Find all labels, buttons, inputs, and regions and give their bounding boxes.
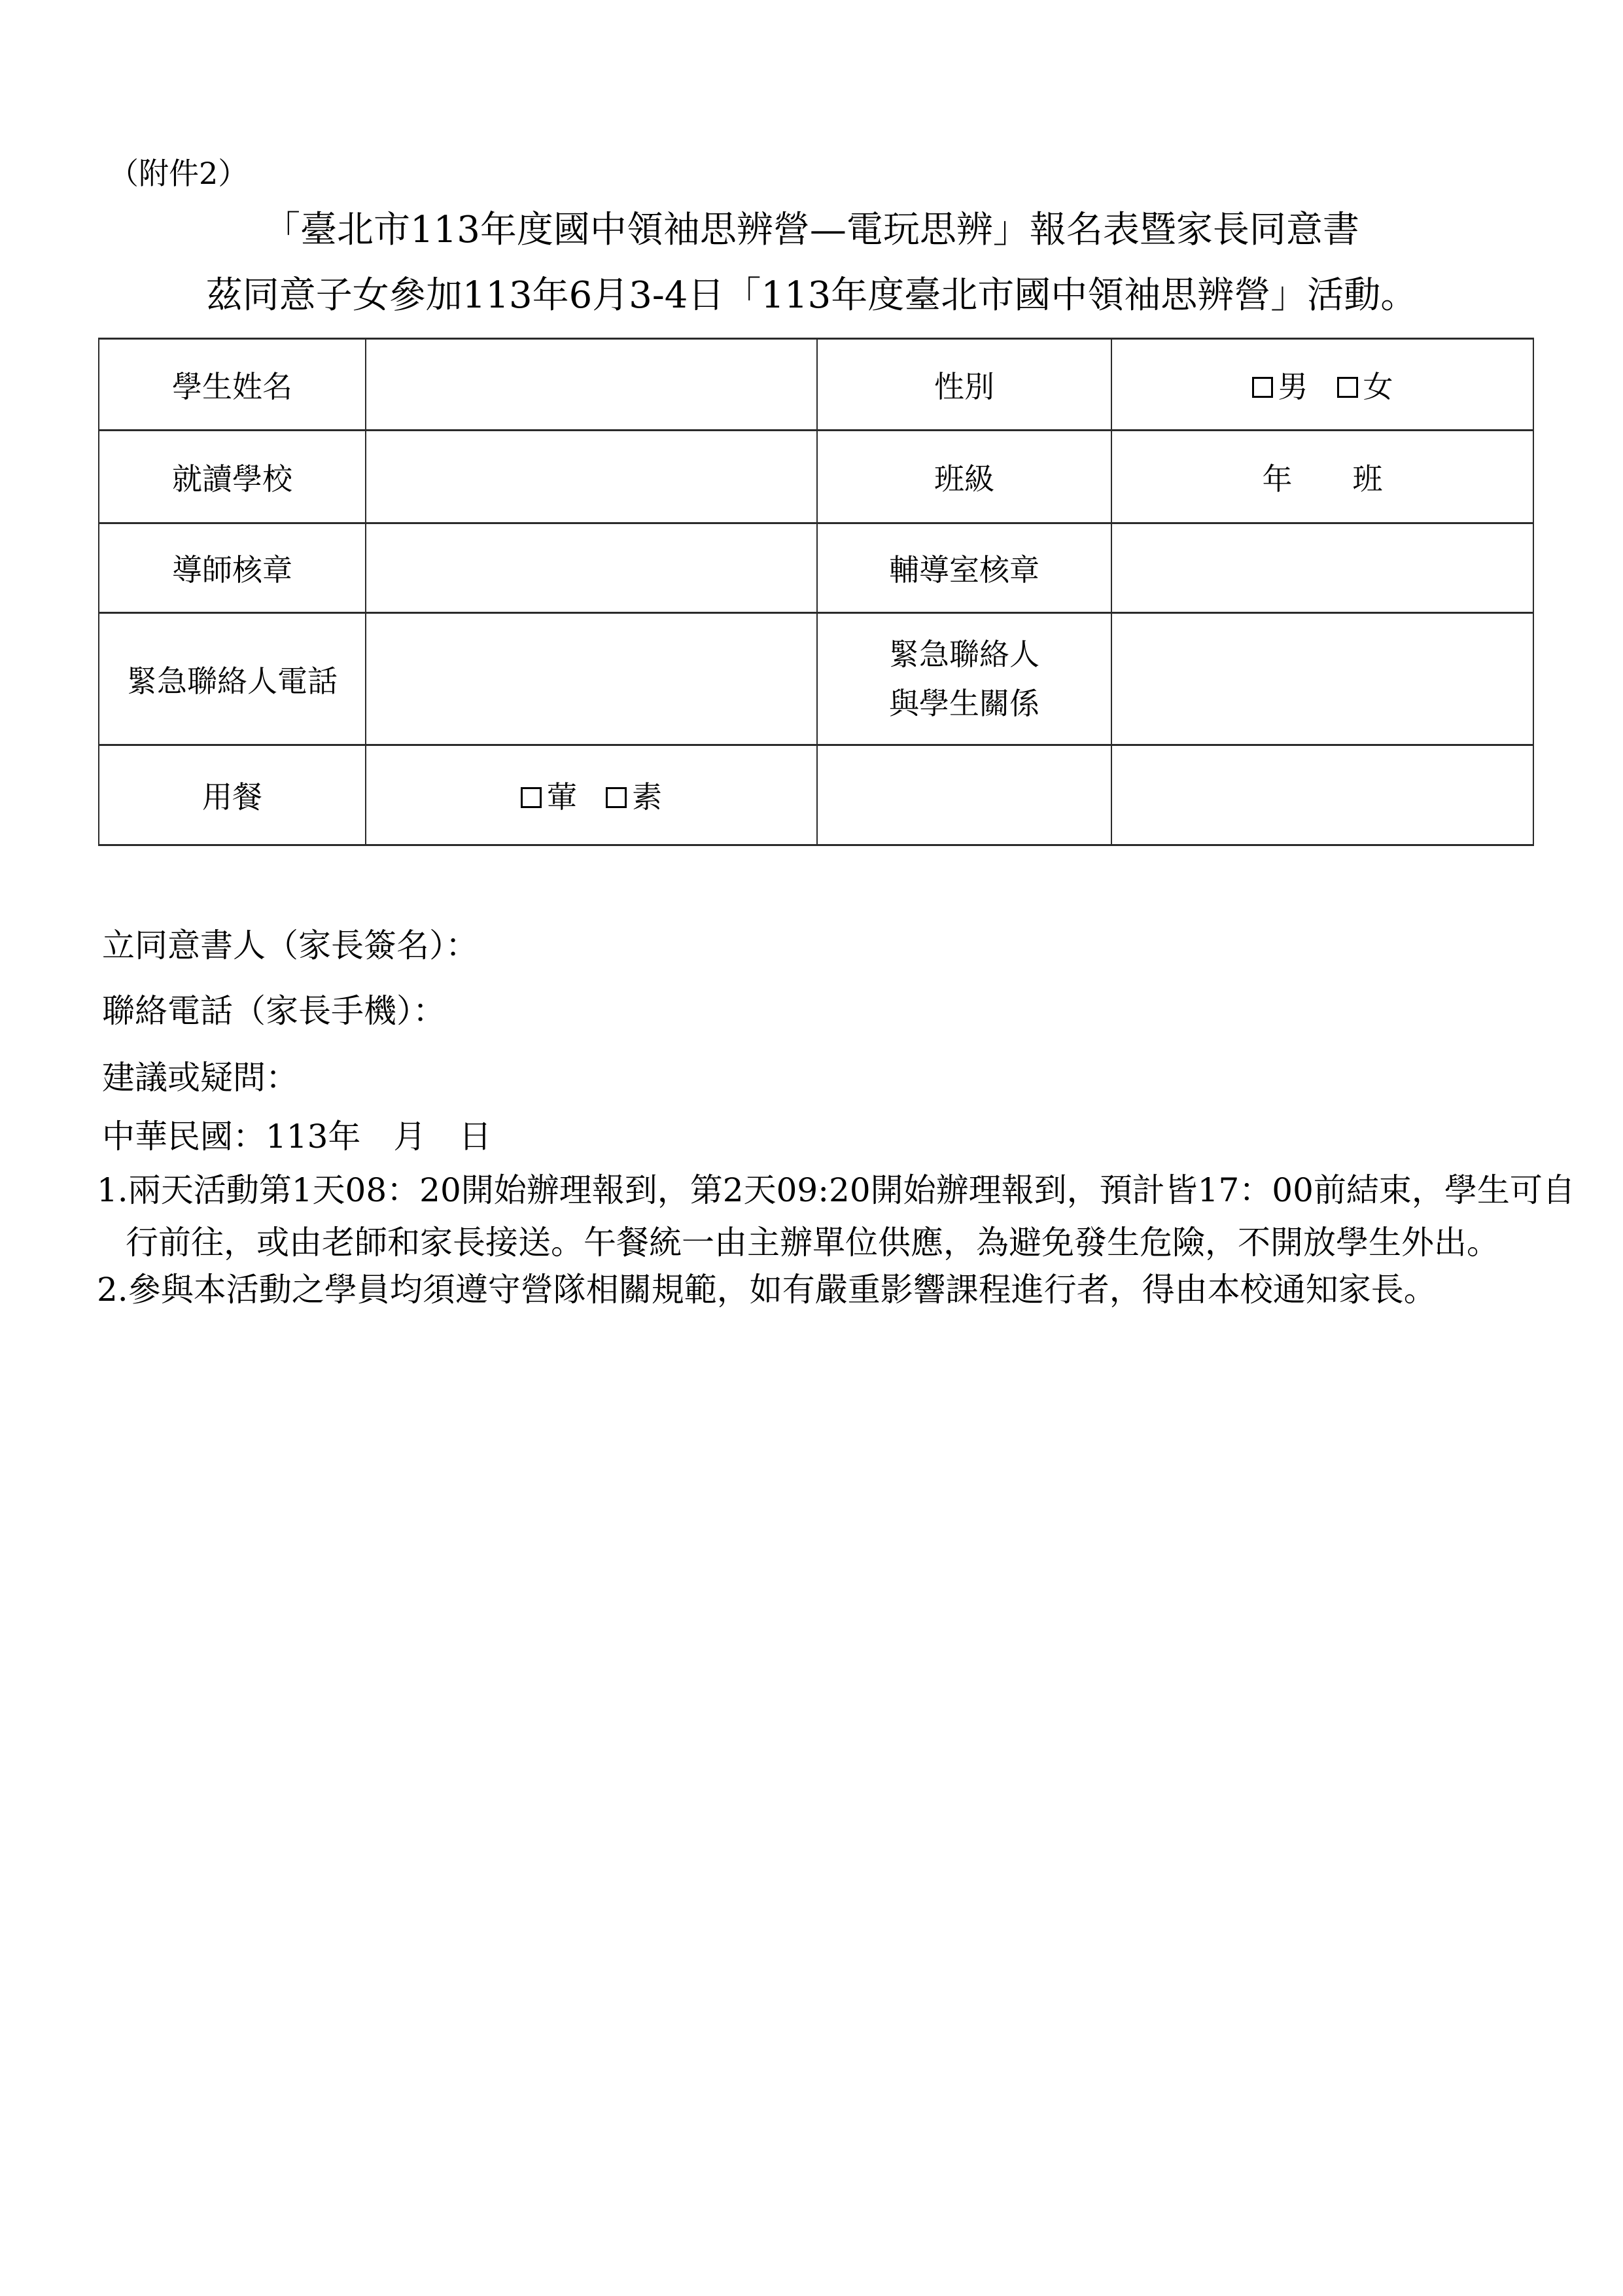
table-row [99,431,1533,523]
meal-vegetarian-label: 素 [632,779,662,815]
parent-phone-line[interactable]: 聯絡電話（家長手機）： [102,992,445,1030]
teacher-seal-cell[interactable] [366,523,817,613]
class-label: 班級 [817,431,1111,523]
form-title: 「臺北市113年度國中領袖思辨營—電玩思辨」報名表暨家長同意書 [264,209,1359,251]
meal-meat-option[interactable] [521,779,577,815]
checkbox-icon[interactable] [606,787,627,808]
note-2: 2.參與本活動之學員均須遵守營隊相關規範，如有嚴重影響課程進行者，得由本校通知家長。 [97,1271,1437,1309]
meal-options-cell [366,745,817,845]
gender-label: 性別 [817,339,1111,431]
table-row [99,745,1533,845]
emergency-relation-label-line1: 緊急聯絡人 [889,636,1039,672]
meal-vegetarian-option[interactable] [606,779,662,815]
student-name-label: 學生姓名 [99,339,366,431]
checkbox-icon[interactable] [521,787,542,808]
table-row [99,613,1533,745]
meal-meat-label: 葷 [547,779,577,815]
form-subtitle: 茲同意子女參加113年6月3-4日「113年度臺北市國中領袖思辨營」活動。 [205,274,1418,317]
empty-cell [817,745,1111,845]
note-1-line-2: 行前往，或由老師和家長接送。午餐統一由主辦單位供應，為避免發生危險，不開放學生外出。 [126,1224,1499,1262]
suggestions-line[interactable]: 建議或疑問： [102,1059,298,1097]
gender-male-option[interactable] [1252,369,1308,404]
date-line: 中華民國：113年 月 日 [102,1118,492,1156]
emergency-relation-input-cell[interactable] [1111,613,1533,745]
gender-female-label: 女 [1363,368,1393,404]
signer-signature-line[interactable]: 立同意書人（家長簽名）： [102,927,478,964]
emergency-relation-label [817,613,1111,745]
checkbox-icon[interactable] [1337,377,1358,398]
class-value-cell[interactable]: 年 班 [1111,431,1533,523]
table-row [99,523,1533,613]
checkbox-icon[interactable] [1252,377,1273,398]
registration-table [98,338,1534,846]
counseling-office-seal-label: 輔導室核章 [817,523,1111,613]
emergency-relation-label-line2: 與學生關係 [889,685,1039,721]
gender-female-option[interactable] [1337,369,1393,404]
empty-cell [1111,745,1533,845]
counseling-office-seal-cell[interactable] [1111,523,1533,613]
gender-options-cell [1111,339,1533,431]
attachment-label: （附件2） [109,156,249,191]
gender-male-label: 男 [1278,368,1308,404]
student-name-input-cell[interactable] [366,339,817,431]
school-label: 就讀學校 [99,431,366,523]
teacher-seal-label: 導師核章 [99,523,366,613]
emergency-phone-input-cell[interactable] [366,613,817,745]
school-input-cell[interactable] [366,431,817,523]
note-1-line-1: 1.兩天活動第1天08：20開始辦理報到，第2天09:20開始辦理報到，預計皆17：00前結束，學生可自 [97,1171,1575,1209]
table-row [99,339,1533,431]
emergency-phone-label: 緊急聯絡人電話 [99,613,366,745]
meal-label: 用餐 [99,745,366,845]
